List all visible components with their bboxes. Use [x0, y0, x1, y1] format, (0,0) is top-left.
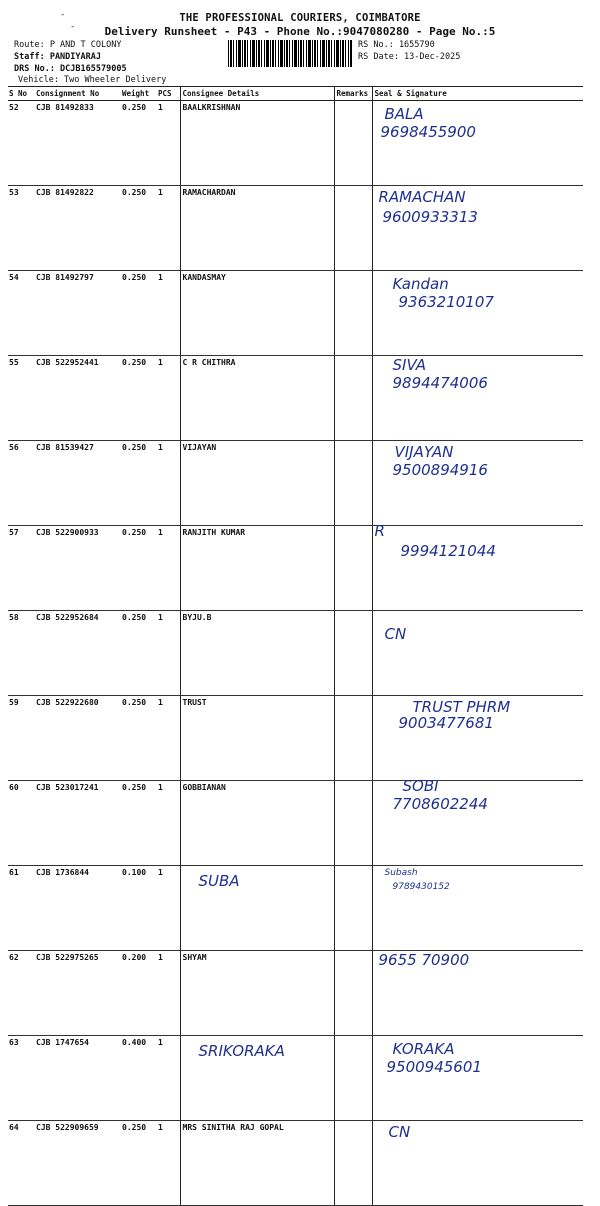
serial-number: 57: [8, 526, 34, 611]
remarks-cell: [334, 101, 372, 186]
weight-value: 0.250: [120, 696, 156, 781]
rs-date: RS Date: 13-Dec-2025: [358, 52, 461, 62]
weight-value: 0.250: [120, 781, 156, 866]
table-row: [8, 186, 583, 271]
handwritten-phone: 9363210107: [398, 293, 494, 311]
consignee-details: BAALKRISHNAN: [180, 101, 334, 186]
table-row: [8, 611, 583, 696]
pcs-value: 1: [156, 271, 180, 356]
handwritten-signature: Kandan: [392, 275, 449, 293]
signature-cell: [372, 866, 583, 951]
consignment-number: CJB 81492797: [34, 271, 120, 356]
remarks-cell: [334, 951, 372, 1036]
remarks-cell: [334, 866, 372, 951]
signature-cell: [372, 777, 583, 866]
signature-cell: [372, 1036, 583, 1121]
handwritten-signature: VIJAYAN: [394, 443, 454, 461]
handwritten-phone: 9894474006: [392, 374, 488, 392]
weight-value: 0.200: [120, 951, 156, 1036]
rs-number: RS No.: 1655790: [358, 40, 435, 50]
weight-value: 0.250: [120, 526, 156, 611]
remarks-cell: [334, 526, 372, 611]
pcs-value: 1: [156, 1036, 180, 1121]
weight-value: 0.250: [120, 356, 156, 441]
pcs-value: 1: [156, 356, 180, 441]
handwritten-phone: 9500945601: [386, 1058, 482, 1076]
consignment-number: CJB 81539427: [34, 441, 120, 526]
consignment-number: CJB 522952441: [34, 356, 120, 441]
serial-number: 64: [8, 1121, 34, 1206]
consignee-details: BYJU.B: [180, 611, 334, 696]
weight-value: 0.400: [120, 1036, 156, 1121]
consignment-number: CJB 1747654: [34, 1036, 120, 1121]
remarks-cell: [334, 1036, 372, 1121]
consignee-details: MRS SINITHA RAJ GOPAL: [180, 1121, 334, 1206]
col-consignment-header: Consignment No: [34, 87, 120, 101]
col-remarks-header: Remarks: [334, 87, 372, 101]
consignee-details: RAMACHARDAN: [180, 186, 334, 271]
consignee-details: KANDASMAY: [180, 271, 334, 356]
remarks-cell: [334, 356, 372, 441]
signature-cell: [372, 356, 583, 441]
table-row: [8, 866, 583, 951]
serial-number: 60: [8, 781, 34, 866]
serial-number: 54: [8, 271, 34, 356]
remarks-cell: [334, 1121, 372, 1206]
runsheet-table: [8, 86, 583, 1206]
handwritten-phone: 9789430152: [392, 882, 450, 892]
consignee-details: [180, 866, 334, 951]
signature-cell: [372, 271, 583, 356]
pcs-value: 1: [156, 611, 180, 696]
weight-value: 0.250: [120, 441, 156, 526]
scan-mark: -: [60, 10, 66, 20]
serial-number: 55: [8, 356, 34, 441]
table-row: [8, 101, 583, 186]
company-title: THE PROFESSIONAL COURIERS, COIMBATORE: [179, 12, 421, 24]
weight-value: 0.250: [120, 186, 156, 271]
handwritten-signature: SOBI: [402, 777, 439, 795]
col-weight-header: Weight: [120, 87, 156, 101]
remarks-cell: [334, 611, 372, 696]
remarks-cell: [334, 781, 372, 866]
runsheet-subtitle: Delivery Runsheet - P43 - Phone No.:9047080280 - Page No.:5: [104, 25, 496, 38]
consignee-details: RANJITH KUMAR: [180, 526, 334, 611]
col-pcs-header: PCS: [156, 87, 180, 101]
table-row: [8, 781, 583, 866]
pcs-value: 1: [156, 696, 180, 781]
signature-cell: [372, 1121, 583, 1206]
pcs-value: 1: [156, 526, 180, 611]
consignment-number: CJB 522952684: [34, 611, 120, 696]
weight-value: 0.250: [120, 611, 156, 696]
serial-number: 52: [8, 101, 34, 186]
consignee-details: C R CHITHRA: [180, 356, 334, 441]
pcs-value: 1: [156, 101, 180, 186]
handwritten-phone: 9994121044: [400, 542, 496, 560]
handwritten-signature: SIVA: [392, 356, 426, 374]
consignment-number: CJB 522909659: [34, 1121, 120, 1206]
consignee-details: VIJAYAN: [180, 441, 334, 526]
staff-label: Staff: PANDIYARAJ: [14, 52, 101, 62]
consignment-number: CJB 522922680: [34, 696, 120, 781]
pcs-value: 1: [156, 1121, 180, 1206]
signature-cell: [372, 186, 583, 271]
consignment-number: CJB 522975265: [34, 951, 120, 1036]
route-label: Route: P AND T COLONY: [14, 40, 122, 50]
pcs-value: 1: [156, 781, 180, 866]
signature-cell: [372, 441, 583, 526]
signature-cell: [372, 696, 583, 781]
handwritten-phone: 9698455900: [380, 123, 476, 141]
weight-value: 0.100: [120, 866, 156, 951]
consignee-details: SHYAM: [180, 951, 334, 1036]
remarks-cell: [334, 441, 372, 526]
weight-value: 0.250: [120, 1121, 156, 1206]
pcs-value: 1: [156, 186, 180, 271]
serial-number: 53: [8, 186, 34, 271]
serial-number: 58: [8, 611, 34, 696]
consignment-number: CJB 81492822: [34, 186, 120, 271]
handwritten-signature: TRUST PHRM: [412, 698, 511, 716]
handwritten-consignee: SRIKORAKA: [198, 1042, 285, 1060]
remarks-cell: [334, 696, 372, 781]
table-header-row: [8, 87, 583, 101]
table-row: [8, 951, 583, 1036]
table-row: [8, 441, 583, 526]
handwritten-signature: CN: [384, 625, 407, 643]
handwritten-phone: 9003477681: [398, 714, 494, 732]
remarks-cell: [334, 186, 372, 271]
signature-cell: [372, 522, 583, 611]
table-row: [8, 1036, 583, 1121]
consignment-number: CJB 81492833: [34, 101, 120, 186]
consignee-details: [180, 1036, 334, 1121]
table-row: [8, 1121, 583, 1206]
signature-cell: [372, 951, 583, 1036]
col-consignee-header: Consignee Details: [180, 87, 334, 101]
col-sno-header: S No: [8, 87, 34, 101]
pcs-value: 1: [156, 866, 180, 951]
handwritten-signature: KORAKA: [392, 1040, 455, 1058]
consignment-number: CJB 1736844: [34, 866, 120, 951]
table-row: [8, 526, 583, 611]
handwritten-signature: RAMACHAN: [378, 188, 466, 206]
handwritten-signature: CN: [388, 1123, 411, 1141]
consignee-details: TRUST: [180, 696, 334, 781]
handwritten-signature: BALA: [384, 105, 424, 123]
table-row: [8, 696, 583, 781]
weight-value: 0.250: [120, 271, 156, 356]
barcode-image: [228, 40, 352, 67]
pcs-value: 1: [156, 951, 180, 1036]
handwritten-consignee: SUBA: [198, 872, 240, 890]
serial-number: 62: [8, 951, 34, 1036]
signature-cell: [372, 101, 583, 186]
consignment-number: CJB 522900933: [34, 526, 120, 611]
vehicle-label: Vehicle: Two Wheeler Delivery: [18, 75, 167, 85]
serial-number: 63: [8, 1036, 34, 1121]
handwritten-phone: 7708602244: [392, 795, 488, 813]
signature-cell: [372, 611, 583, 696]
weight-value: 0.250: [120, 101, 156, 186]
col-signature-header: Seal & Signature: [372, 87, 583, 101]
table-row: [8, 271, 583, 356]
scan-mark: -: [70, 22, 76, 32]
handwritten-signature: R: [374, 522, 385, 540]
handwritten-signature: 9655 70900: [378, 951, 470, 969]
table-row: [8, 356, 583, 441]
handwritten-phone: 9600933313: [382, 208, 478, 226]
drs-label: DRS No.: DCJB165579005: [14, 64, 127, 74]
remarks-cell: [334, 271, 372, 356]
serial-number: 59: [8, 696, 34, 781]
pcs-value: 1: [156, 441, 180, 526]
handwritten-phone: 9500894916: [392, 461, 488, 479]
consignee-details: GOBBIANAN: [180, 781, 334, 866]
serial-number: 61: [8, 866, 34, 951]
handwritten-signature: Subash: [384, 868, 418, 878]
consignment-number: CJB 523017241: [34, 781, 120, 866]
serial-number: 56: [8, 441, 34, 526]
